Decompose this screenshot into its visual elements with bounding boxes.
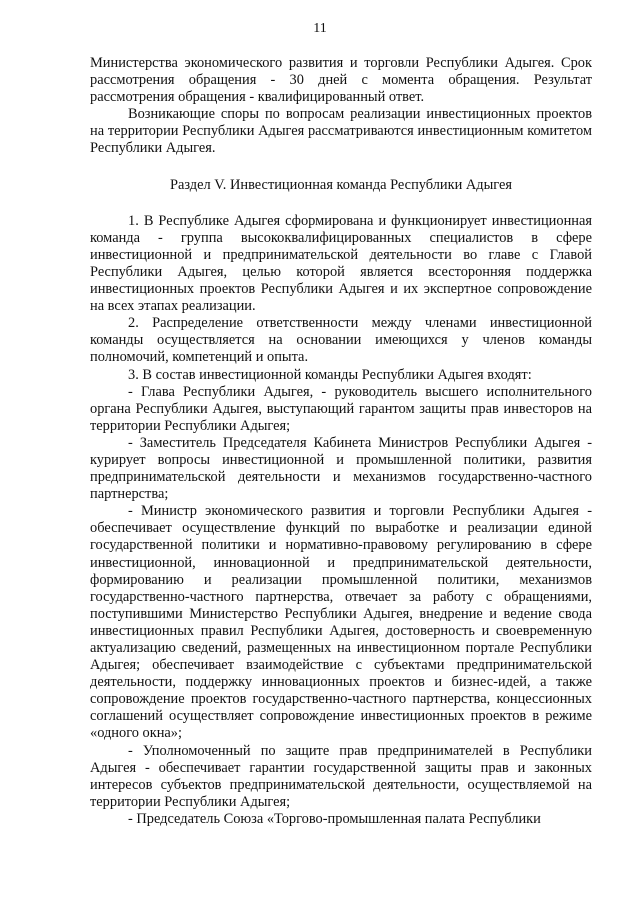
page-number: 11 (313, 21, 327, 36)
paragraphs-before-section (90, 55, 592, 158)
paragraph: - Министр экономического развития и торговли Республики Адыгея - обеспечивает осуществление функций по выработке и реализации единой государственной политики и нормативно-правовому регулированию в сфере инвестиционной, инновационной и предпринимательской деятельности, формированию и реализации промышленной политики, механизмов государственно-частного партнерства, отвечает за работу с обращениями, поступившими Министерство Республики Адыгея, внедрение и ведение свода инвестиционных правил Республики Адыгея, достоверность и своевременную актуализацию сведений, размещенных на инвестиционном портале Республики Адыгея; обеспечивает взаимодействие с субъектами предпринимательской деятельности, поддержку инновационных проектов и бизнес-идей, а также сопровождение проектов государственно-частного партнерства, концессионных соглашений осуществляет сопровождение инвестиционных проектов в режиме «одного окна»; (90, 503, 592, 742)
section-title: Раздел V. Инвестиционная команда Республики Адыгея (169, 176, 513, 193)
paragraph: 2. Распределение ответственности между членами инвестиционной команды осуществляется на основании имеющихся у членов команды полномочий, компетенций и опыта. (90, 315, 592, 366)
paragraph: - Уполномоченный по защите прав предпринимателей в Республики Адыгея - обеспечивает гарантии государственной защиты прав и законных интересов субъектов предпринимательской деятельности, осуществляемой на территории Республики Адыгея; (90, 742, 592, 810)
paragraph: - Глава Республики Адыгея, - руководитель высшего исполнительного органа Республики Адыгея, выступающий гарантом защиты прав инвесторов на территории Республики Адыгея; (90, 383, 592, 434)
page-content (90, 55, 592, 828)
paragraph: - Председатель Союза «Торгово-промышленная палата Республики (128, 810, 541, 827)
paragraph: - Заместитель Председателя Кабинета Министров Республики Адыгея - курирует вопросы инвестиционной и промышленной политики, развития предпринимательской деятельности и механизмов государственно-частного партнерства; (90, 434, 592, 503)
paragraph: Министерства экономического развития и торговли Республики Адыгея. Срок рассмотрения обращения - 30 дней с момента обращения. Результат рассмотрения обращения - квалифицированный ответ. (90, 55, 592, 106)
paragraph: 3. В состав инвестиционной команды Республики Адыгея входят: (128, 366, 532, 383)
paragraph: Возникающие споры по вопросам реализации инвестиционных проектов на территории Республики Адыгея рассматриваются инвестиционным комитетом Республики Адыгея. (90, 106, 592, 157)
paragraphs-after-section (90, 213, 592, 828)
paragraph: 1. В Республике Адыгея сформирована и функционирует инвестиционная команда - группа высококвалифицированных специалистов в сфере инвестиционной и предпринимательской деятельности во главе с Главой Республики Адыгея, целью которой является всесторонняя поддержка инвестиционных проектов Республики Адыгея и их экспертное сопровождение на всех этапах реализации. (90, 212, 592, 315)
